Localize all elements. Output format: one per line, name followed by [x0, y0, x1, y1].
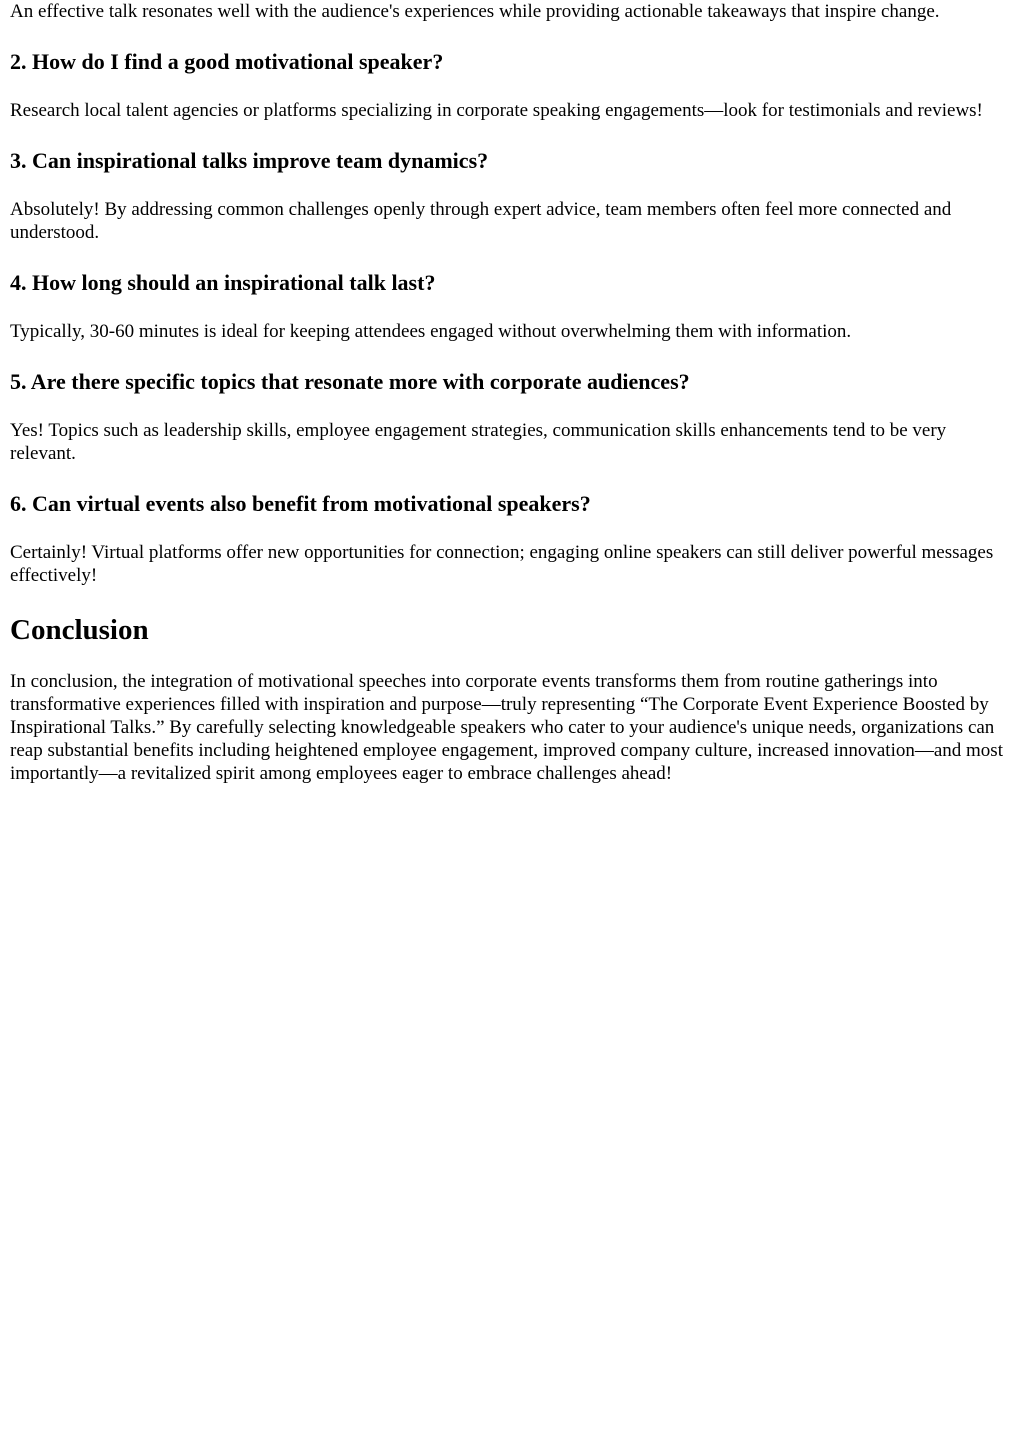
faq-question-4: 4. How long should an inspirational talk last? [10, 270, 436, 295]
faq-answer-4: Typically, 30-60 minutes is ideal for keeping attendees engaged without overwhelming them with information. [10, 321, 852, 342]
faq-question-2: 2. How do I find a good motivational speaker? [10, 49, 444, 74]
conclusion-paragraph: In conclusion, the integration of motivational speeches into corporate events transforms them from routine gatherings into transformative experiences filled with inspiration and purpose—truly representing “The Corporate Event Experience Boosted by Inspirational Talks.” By carefully selecting knowledgeable speakers who cater to your audience's unique needs, organizations can reap substantial benefits including heightened employee engagement, improved company culture, increased innovation—and most importantly—a revitalized spirit among employees eager to embrace challenges ahead! [10, 671, 1003, 784]
faq-answer-5: Yes! Topics such as leadership skills, employee engagement strategies, communication skills enhancements tend to be very relevant. [10, 420, 947, 464]
faq-answer-3: Absolutely! By addressing common challenges openly through expert advice, team members often feel more connected and understood. [10, 199, 952, 243]
faq-answer-6: Certainly! Virtual platforms offer new opportunities for connection; engaging online speakers can still deliver powerful messages effectively! [10, 542, 994, 586]
intro-paragraph: An effective talk resonates well with the audience's experiences while providing actionable takeaways that inspire change. [10, 1, 940, 22]
conclusion-heading: Conclusion [10, 614, 149, 646]
faq-question-6: 6. Can virtual events also benefit from motivational speakers? [10, 491, 591, 516]
faq-answer-2: Research local talent agencies or platforms specializing in corporate speaking engagements—look for testimonials and reviews! [10, 100, 983, 121]
faq-question-3: 3. Can inspirational talks improve team dynamics? [10, 148, 489, 173]
faq-question-5: 5. Are there specific topics that resonate more with corporate audiences? [10, 369, 690, 394]
